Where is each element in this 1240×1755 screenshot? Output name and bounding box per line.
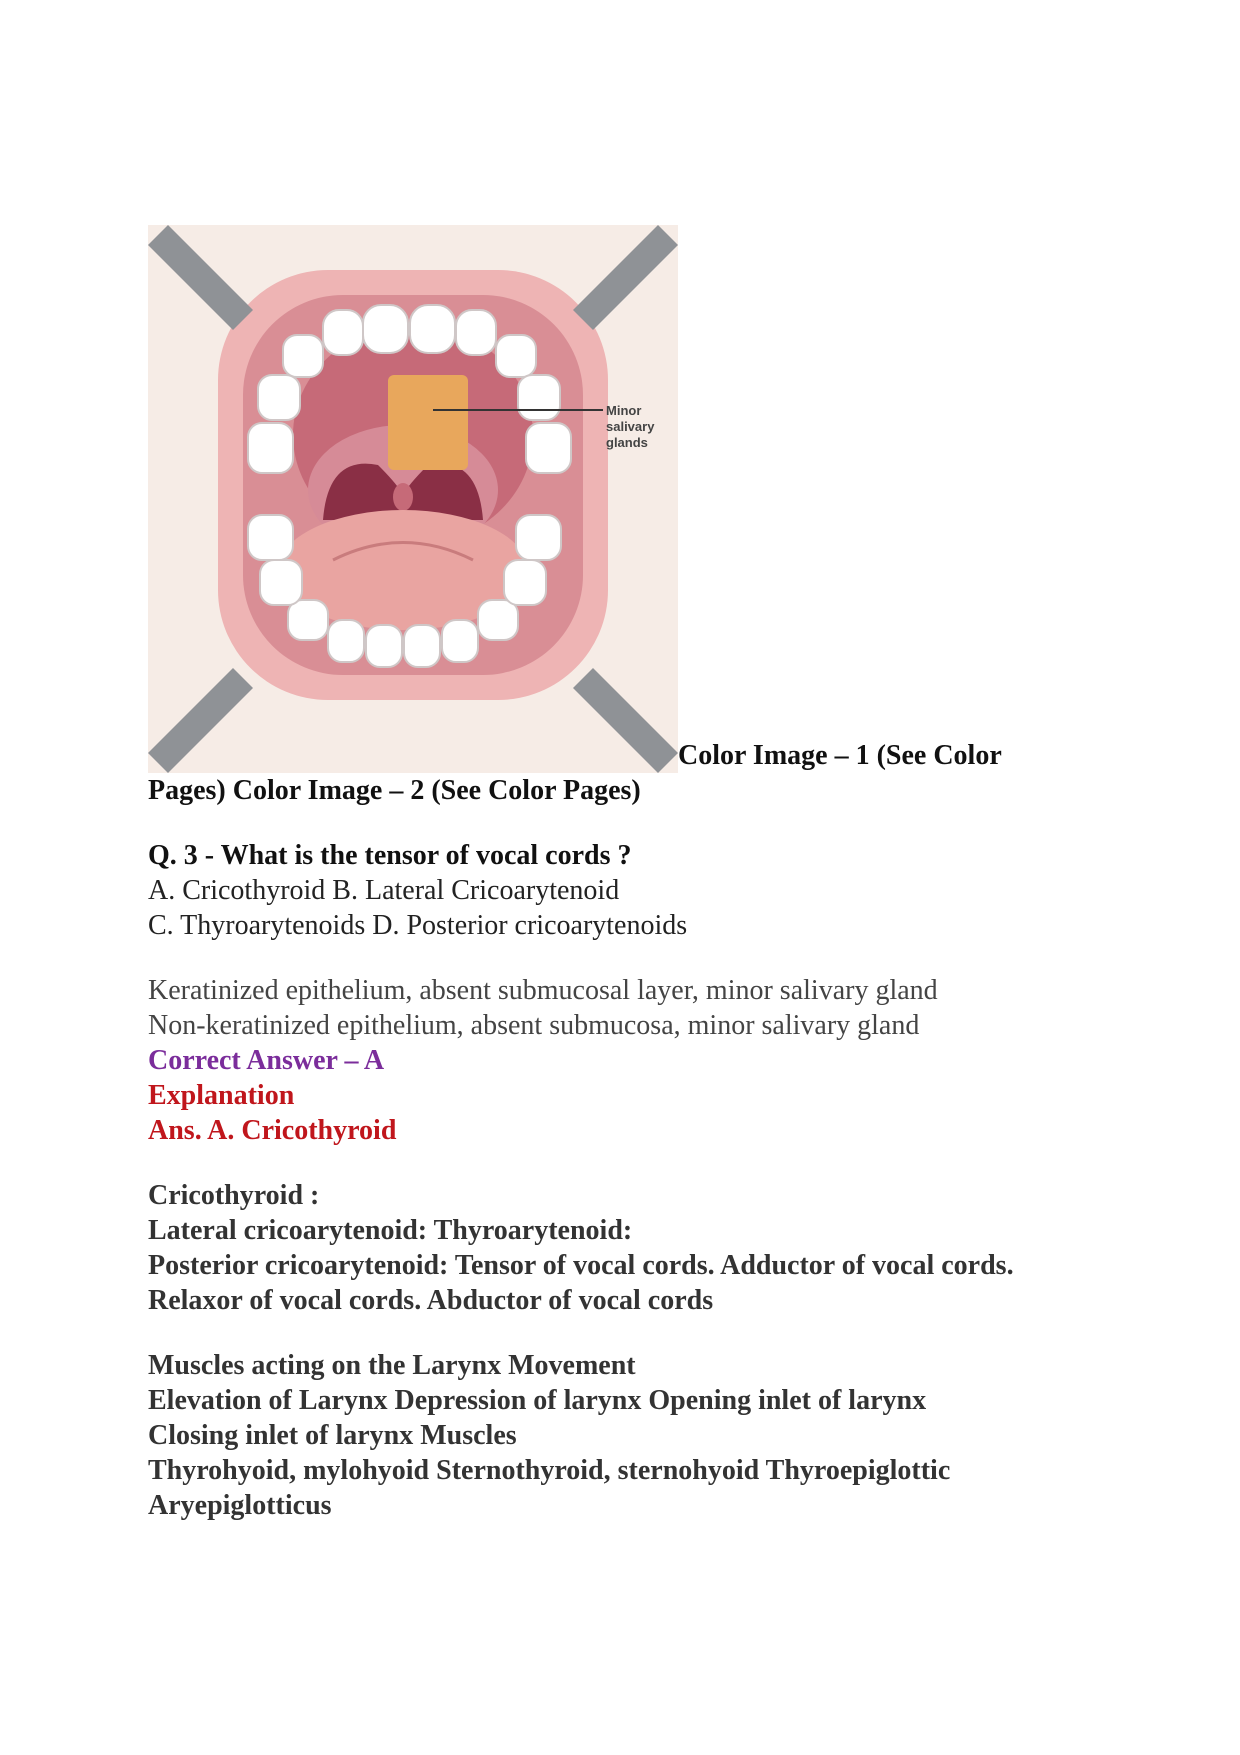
larynx-line2: Elevation of Larynx Depression of larynx Opening inlet of larynx [148, 1385, 927, 1416]
larynx-line1: Muscles acting on the Larynx Movement [148, 1350, 636, 1381]
larynx-line5: Aryepiglotticus [148, 1490, 332, 1521]
figure-label-line1: Minor [606, 403, 642, 418]
question-block [148, 838, 1108, 943]
question-title: Q. 3 - What is the tensor of vocal cords ? [148, 840, 632, 871]
correct-answer: Correct Answer – A [148, 1045, 385, 1076]
muscles-line3: Posterior cricoarytenoid: Tensor of vocal cords. Adductor of vocal cords. [148, 1250, 1014, 1281]
muscles-block [148, 1178, 1108, 1318]
minor-salivary-glands-patch [388, 375, 468, 470]
larynx-block [148, 1348, 1108, 1523]
answer-block [148, 973, 1108, 1148]
muscles-line1: Cricothyroid : [148, 1180, 320, 1211]
explanation-heading: Explanation [148, 1080, 295, 1111]
muscles-line4: Relaxor of vocal cords. Abductor of vocal cords [148, 1285, 714, 1316]
options-line2: C. Thyroarytenoids D. Posterior cricoarytenoids [148, 910, 688, 941]
figure-label-line3: glands [606, 435, 648, 450]
muscles-line2: Lateral cricoarytenoid: Thyroarytenoid: [148, 1215, 633, 1246]
figure-row [148, 225, 1108, 773]
extra-line2: Non-keratinized epithelium, absent submucosa, minor salivary gland [148, 1010, 920, 1041]
larynx-line3: Closing inlet of larynx Muscles [148, 1420, 517, 1451]
document-page [148, 225, 1108, 1523]
uvula [393, 483, 413, 511]
figure-label-line2: salivary [606, 419, 655, 434]
options-line1: A. Cricothyroid B. Lateral Cricoarytenoid [148, 875, 620, 906]
caption-line2: Pages) Color Image – 2 (See Color Pages) [148, 775, 641, 806]
answer-text: Ans. A. Cricothyroid [148, 1115, 397, 1146]
extra-line1: Keratinized epithelium, absent submucosal layer, minor salivary gland [148, 975, 938, 1006]
larynx-line4: Thyrohyoid, mylohyoid Sternothyroid, sternohyoid Thyroepiglottic [148, 1455, 951, 1486]
caption-line1: Color Image – 1 (See Color [678, 740, 1002, 771]
oral-cavity-illustration [148, 225, 678, 773]
